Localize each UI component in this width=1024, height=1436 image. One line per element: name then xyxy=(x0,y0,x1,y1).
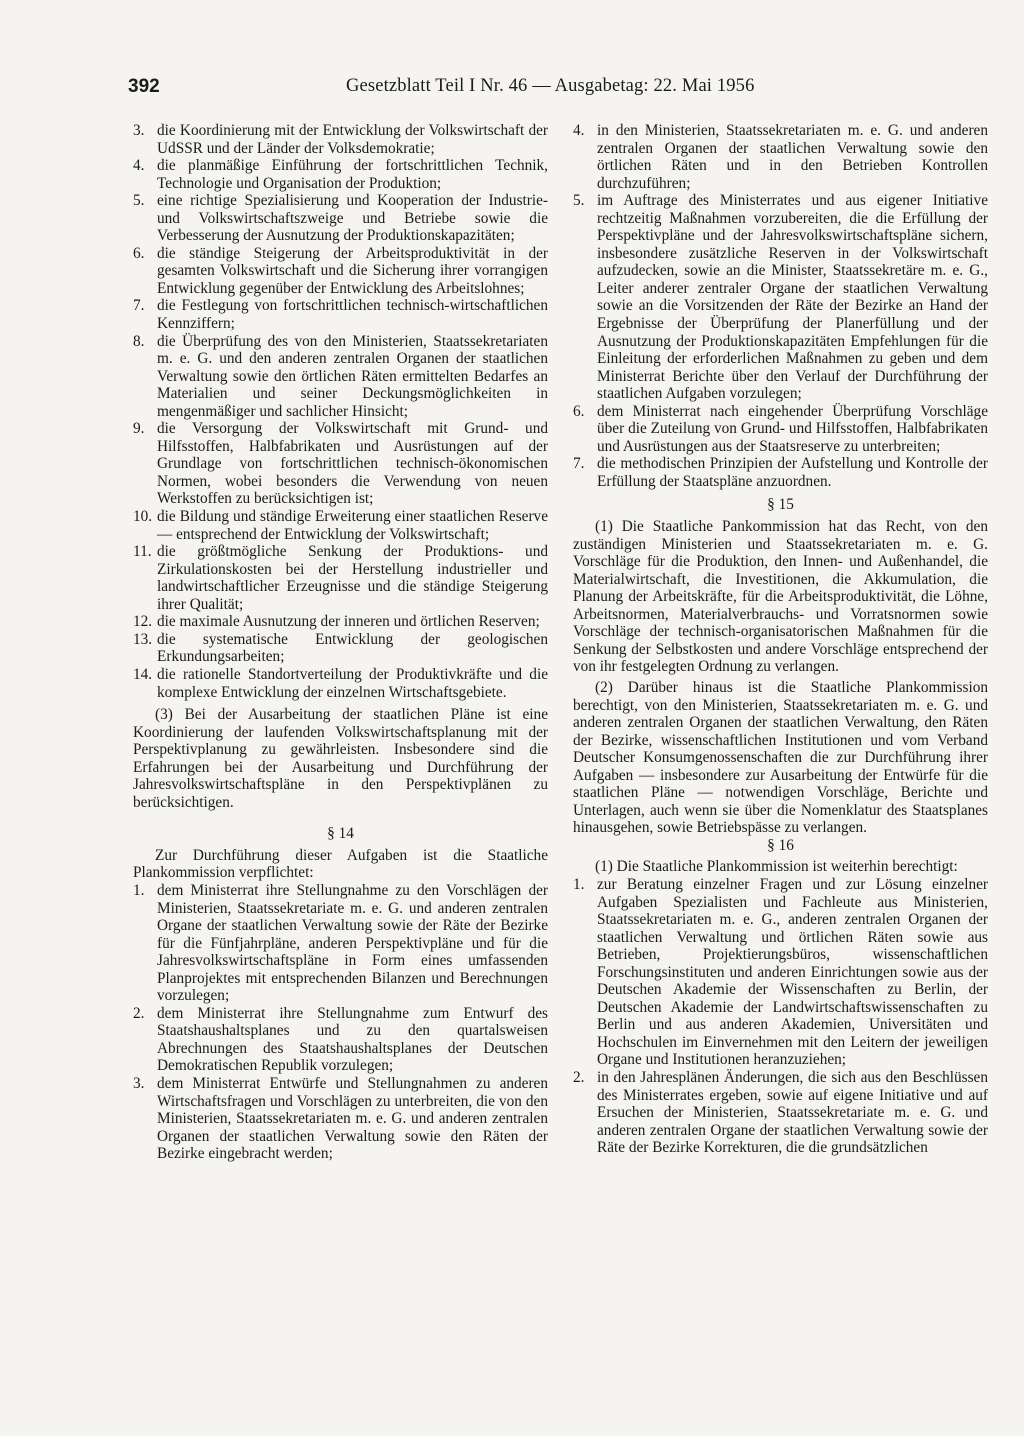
commission-duties-list xyxy=(133,882,548,1163)
list-item xyxy=(133,631,548,666)
list-item-text: die Festlegung von fortschrittlichen technisch-wirtschaftlichen Kennziffern; xyxy=(157,297,548,333)
list-item xyxy=(133,122,548,157)
list-item-text: die planmäßige Einführung der fortschrittlichen Technik, Technologie und Organisation der Produktion; xyxy=(157,157,548,192)
left-column xyxy=(133,122,548,1163)
list-item-number: 6. xyxy=(133,244,145,262)
list-item xyxy=(573,1069,988,1157)
list-item xyxy=(133,1005,548,1075)
list-item-number: 7. xyxy=(573,455,585,473)
list-item-number: 2. xyxy=(573,1068,585,1086)
list-item-text: die Versorgung der Volkswirtschaft mit Grund- und Hilfsstoffen, Halbfabrikaten und Ausrüstungen auf der Grundlage von fortschrittlichen technisch-ökonomischen Normen, wobei besonders die Verwendung von neuen Werkstoffen zu berücksichtigen ist; xyxy=(157,420,548,508)
page-header xyxy=(128,76,796,106)
list-item xyxy=(133,1075,548,1163)
section-16-paragraph-1: (1) Die Staatliche Plankommission ist weiterhin berechtigt: xyxy=(595,858,958,876)
commission-rights-list xyxy=(573,876,988,1157)
list-item-number: 5. xyxy=(133,192,145,210)
list-item-text: die rationelle Standortverteilung der Produktivkräfte und die komplexe Entwicklung der einzelnen Wirtschaftsgebiete. xyxy=(157,665,548,701)
list-item xyxy=(133,157,548,192)
list-item xyxy=(133,613,548,631)
list-item-text: die methodischen Prinzipien der Aufstellung und Kontrolle der Erfüllung der Staatspläne anzuordnen. xyxy=(597,455,988,490)
list-item-number: 6. xyxy=(573,402,585,420)
list-item xyxy=(573,876,988,1069)
list-item-text: in den Jahresplänen Änderungen, die sich aus den Beschlüssen des Ministerrates ergeben, sowie auf eigene Initiative und auf Ersuchen der Ministerien, Staatssekretariate m. e. G. und anderen zentralen Organe der staatlichen Verwaltung sowie der Räte der Bezirke Korrekturen, die die grundsätzlichen xyxy=(597,1068,988,1157)
list-item-number: 4. xyxy=(133,157,145,175)
section-15-paragraph-1: (1) Die Staatliche Pankommission hat das Recht, von den zuständigen Ministerien und Staatssekretariaten m. e. G. Vorschläge für die Produktion, den Innen- und Außenhandel, die Materialwirtschaft, die Investitionen, die Akkumulation, die Planung der Arbeitskräfte, für die Arbeitsproduktivität, die Löhne, Arbeitsnormen, Materialverbrauchs- und Vorratsnormen sowie Vorschläge der technisch-organisatorischen Maßnahmen für die Senkung der Selbstkosten und andere Vorschläge entsprechend der von ihr festgelegten Ordnung zu verlangen. xyxy=(573,518,988,676)
gazette-title: Gesetzblatt Teil I Nr. 46 — Ausgabetag: 22. Mai 1956 xyxy=(346,76,755,96)
list-item-text: dem Ministerrat Entwürfe und Stellungnahmen zu anderen Wirtschaftsfragen und Vorschlägen zu unterbreiten, die von den Ministerien, Staatssekretariaten m. e. G. und anderen zentralen Organen der staatlichen Verwaltung sowie den Räten der Bezirke eingebracht werden; xyxy=(157,1074,548,1163)
list-item-number: 14. xyxy=(133,665,153,683)
list-item xyxy=(573,455,988,490)
list-item xyxy=(133,245,548,298)
section-14-intro: Zur Durchführung dieser Aufgaben ist die Staatliche Plankommission verpflichtet: xyxy=(133,846,548,882)
list-item-number: 3. xyxy=(133,1074,145,1092)
list-item xyxy=(133,192,548,245)
section-15-heading: § 15 xyxy=(767,496,794,514)
page-number: 392 xyxy=(128,76,160,97)
list-item-text: die maximale Ausnutzung der inneren und örtlichen Reserven; xyxy=(157,613,540,631)
list-item-number: 8. xyxy=(133,332,145,350)
list-item xyxy=(573,403,988,456)
list-item-text: die Überprüfung des von den Ministerien, Staatssekretariaten m. e. G. und den anderen zentralen Organen der staatlichen Verwaltung sowie den örtlichen Räten ermittelten Bedarfes an Materialien und seiner Deckungsmöglichkeiten in mengenmäßiger und sachlicher Hinsicht; xyxy=(157,332,548,420)
list-item-number: 7. xyxy=(133,297,145,315)
list-item xyxy=(133,508,548,543)
list-item-text: die Koordinierung mit der Entwicklung der Volkswirtschaft der UdSSR und der Länder der Volksdemokratie; xyxy=(157,122,548,157)
list-item xyxy=(573,122,988,192)
list-item-text: in den Ministerien, Staatssekretariaten m. e. G. und anderen zentralen Organen der staatlichen Verwaltung sowie den örtlichen Räten und in den Betrieben Kontrollen durchzuführen; xyxy=(597,122,988,192)
list-item-number: 12. xyxy=(133,613,153,631)
list-item xyxy=(133,882,548,1005)
section-14-heading: § 14 xyxy=(327,825,354,843)
right-column xyxy=(573,122,988,1157)
section-15-paragraph-2: (2) Darüber hinaus ist die Staatliche Plankommission berechtigt, von den Ministerien, Staatssekretariaten m. e. G. und anderen zentralen Organen der staatlichen Verwaltung, den Räten der Bezirke, wissenschaftlichen Institutionen und vom Verband Deutscher Konsumgenossenschaften die zur Durchführung ihrer Aufgaben — insbesondere zur Ausarbeitung der Entwürfe für die staatlichen Pläne — notwendigen Vorschläge, Berichte und Unterlagen, auch wenn sie über die Nomenklatur des Staatsplanes hinausgehen, sowie Betriebspässe zu verlangen. xyxy=(573,678,988,837)
list-item-text: die systematische Entwicklung der geologischen Erkundungsarbeiten; xyxy=(157,630,548,666)
list-item-text: zur Beratung einzelner Fragen und zur Lösung einzelner Aufgaben Spezialisten und Fachleute aus Ministerien, Staatssekretariaten m. e. G., anderen zentralen Organen der staatlichen Verwaltung und örtlichen Räten sowie aus Betrieben, Projektierungsbüros, wissenschaftlichen Forschungsinstituten und anderen Einrichtungen sowie aus der Deutschen Akademie der Wissenschaften zu Berlin, der Deutschen Akademie der Landwirtschaftswissenschaften zu Berlin und aus anderen Akademien, Universitäten und Hochschulen im Einvernehmen mit den Leitern der jeweiligen Organe und Institutionen heranzuziehen; xyxy=(597,875,988,1069)
list-item-number: 11. xyxy=(133,543,152,561)
planning-principles-list xyxy=(133,122,548,701)
list-item-number: 9. xyxy=(133,420,145,438)
list-item-text: eine richtige Spezialisierung und Kooperation der Industrie- und Volkswirtschaftszweige und Betriebe sowie die Verbesserung der Ausnutzung der Produktionskapazitäten; xyxy=(157,192,548,245)
list-item-number: 3. xyxy=(133,122,145,139)
list-item-text: die Bildung und ständige Erweiterung einer staatlichen Reserve — entsprechend der Entwicklung der Volkswirtschaft; xyxy=(157,508,548,543)
list-item-text: dem Ministerrat ihre Stellungnahme zum Entwurf des Staatshaushaltsplanes und zu den quartalsweisen Abrechnungen des Staatshaushaltsplanes der Deutschen Demokratischen Republik vorzulegen; xyxy=(157,1004,548,1075)
list-item xyxy=(133,333,548,421)
list-item-number: 4. xyxy=(573,122,585,139)
list-item-text: die ständige Steigerung der Arbeitsproduktivität in der gesamten Volkswirtschaft und die Sicherung ihrer vorrangigen Entwicklung gegenüber der Entwicklung des Arbeitslohnes; xyxy=(157,244,548,297)
list-item xyxy=(133,543,548,613)
list-item-number: 1. xyxy=(573,875,585,893)
list-item-text: im Auftrage des Ministerrates und aus eigener Initiative rechtzeitig Maßnahmen vorzubereiten, die die Erfüllung der Perspektivpläne und der Jahresvolkswirtschaftspläne sichern, insbesondere zusätzliche Reserven in der Volkswirtschaft aufzudecken, sowie an die Minister, Staatssekretäre m. e. G., Leiter anderer zentraler Organe der staatlichen Verwaltung sowie an die Vorsitzenden der Räte der Bezirke an Hand der Ergebnisse der Überprüfung der Planerfüllung und der Ausnutzung der Produktionskapazitäten Empfehlungen für die Einleitung der erforderlichen Maßnahmen zu geben und dem Ministerrat Berichte über den Verlauf der Durchführung der staatlichen Aufgaben vorzulegen; xyxy=(597,192,988,403)
section-16-heading: § 16 xyxy=(767,836,794,854)
list-item xyxy=(133,666,548,701)
paragraph-3: (3) Bei der Ausarbeitung der staatlichen Pläne ist eine Koordinierung der laufenden Volkswirtschaftsplanung mit der Perspektivplanung zu gewährleisten. Insbesondere sind die Erfahrungen bei der Ausarbeitung und Durchführung der Jahresvolkswirtschaftspläne in den Perspektivplänen zu berücksichtigen. xyxy=(133,706,548,811)
list-item-number: 1. xyxy=(133,881,145,899)
list-item xyxy=(133,297,548,332)
list-item xyxy=(133,420,548,508)
list-item-number: 5. xyxy=(573,192,585,210)
list-item-number: 2. xyxy=(133,1004,145,1022)
list-item-number: 10. xyxy=(133,508,153,526)
list-item-text: die größtmögliche Senkung der Produktions- und Zirkulationskosten bei der Herstellung industrieller und landwirtschaftlicher Erzeugnisse und die ständige Steigerung ihrer Qualität; xyxy=(157,543,548,613)
commission-duties-list-continued xyxy=(573,122,988,490)
list-item-number: 13. xyxy=(133,630,153,648)
list-item-text: dem Ministerrat nach eingehender Überprüfung Vorschläge über die Zuteilung von Grund- und Hilfsstoffen, Halbfabrikaten und Ausrüstungen aus der Staatsreserve zu unterbreiten; xyxy=(597,402,988,455)
list-item-text: dem Ministerrat ihre Stellungnahme zu den Vorschlägen der Ministerien, Staatssekretariate m. e. G. und anderen zentralen Organe der staatlichen Verwaltung sowie der Räte der Bezirke für die Fünfjahrpläne, anderen Perspektivpläne und für die Jahresvolkswirtschaftspläne in Form eines umfassenden Planprojektes mit entsprechenden Bilanzen und Berechnungen vorzulegen; xyxy=(157,881,548,1005)
list-item xyxy=(573,192,988,403)
